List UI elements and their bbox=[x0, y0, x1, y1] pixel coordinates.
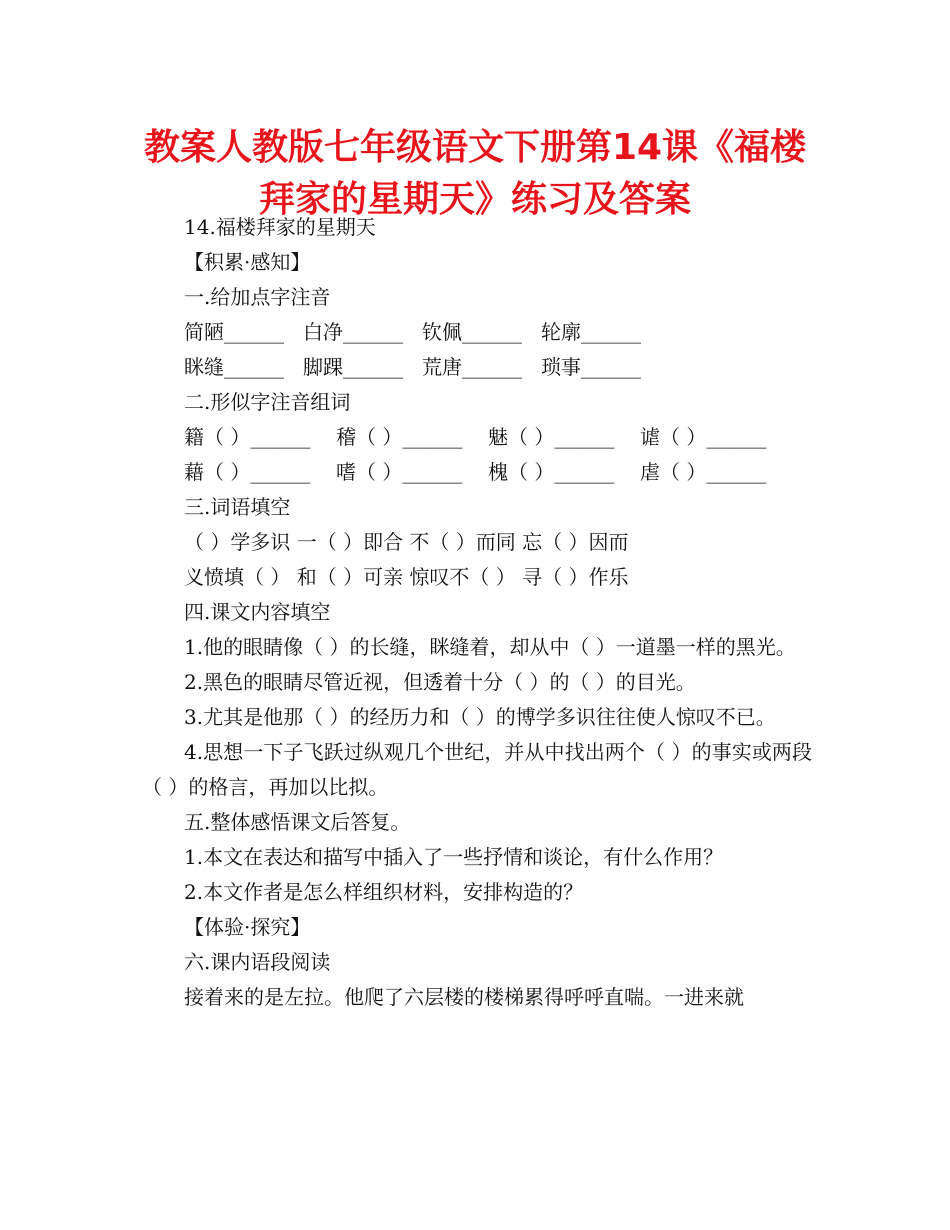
lesson-heading: 14.福楼拜家的星期天 bbox=[184, 215, 376, 239]
q1-row-2 bbox=[142, 350, 812, 385]
q1-item: 简陋______ bbox=[184, 320, 284, 344]
q6-heading: 六.课内语段阅读 bbox=[184, 950, 331, 974]
q2-item: 虐（ ）______ bbox=[640, 460, 767, 484]
q2-item: 籍（ ）______ bbox=[184, 425, 311, 449]
q1-item: 眯缝______ bbox=[184, 355, 284, 379]
q5-heading: 五.整体感悟课文后答复。 bbox=[184, 810, 411, 834]
q1-item: 轮廓______ bbox=[541, 320, 641, 344]
q2-item: 谑（ ）______ bbox=[640, 425, 767, 449]
q2-heading: 二.形似字注音组词 bbox=[184, 390, 351, 414]
q2-item: 魅（ ）______ bbox=[488, 425, 615, 449]
q6-passage: 接着来的是左拉。他爬了六层楼的楼梯累得呼呼直喘。一进来就 bbox=[184, 985, 744, 1009]
q3-heading: 三.词语填空 bbox=[184, 495, 291, 519]
title-line-1: 教案人教版七年级语文下册第14课《福楼 bbox=[143, 127, 807, 168]
q2-item: 嗜（ ）______ bbox=[336, 460, 463, 484]
q4-heading: 四.课文内容填空 bbox=[184, 600, 331, 624]
q4-item-1: 1.他的眼睛像（ ）的长缝，眯缝着，却从中（ ）一道墨一样的黑光。 bbox=[184, 635, 796, 659]
q1-item: 荒唐______ bbox=[422, 355, 522, 379]
q1-row-1 bbox=[142, 315, 812, 350]
q5-item-2: 2.本文作者是怎么样组织材料，安排构造的？ bbox=[184, 880, 584, 904]
q1-item: 钦佩______ bbox=[422, 320, 522, 344]
q2-row-1 bbox=[142, 420, 812, 455]
q1-heading: 一.给加点字注音 bbox=[184, 285, 331, 309]
q4-item-2: 2.黑色的眼睛尽管近视，但透着十分（ ）的（ ）的目光。 bbox=[184, 670, 696, 694]
q4-item-3: 3.尤其是他那（ ）的经历力和（ ）的博学多识往往使人惊叹不已。 bbox=[184, 705, 776, 729]
q2-item: 稽（ ）______ bbox=[336, 425, 463, 449]
section-explore: 【体验·探究】 bbox=[184, 915, 311, 939]
q1-item: 脚踝______ bbox=[303, 355, 403, 379]
q2-item: 槐（ ）______ bbox=[488, 460, 615, 484]
q3-row-2: 义愤填（ ） 和（ ）可亲 惊叹不（ ） 寻（ ）作乐 bbox=[184, 565, 629, 589]
q1-item: 白净______ bbox=[303, 320, 403, 344]
q5-item-1: 1.本文在表达和描写中插入了一些抒情和谈论，有什么作用？ bbox=[184, 845, 724, 869]
q3-row-1: （ ）学多识 一（ ）即合 不（ ）而同 忘（ ）因而 bbox=[184, 530, 629, 554]
q2-item: 藉（ ）______ bbox=[184, 460, 311, 484]
section-accumulate: 【积累·感知】 bbox=[184, 250, 311, 274]
title-line-2: 拜家的星期天》练习及答案 bbox=[258, 179, 691, 220]
document-body bbox=[142, 210, 812, 1015]
q1-item: 琐事______ bbox=[541, 355, 641, 379]
q4-item-4: 4.思想一下子飞跃过纵观几个世纪，并从中找出两个（ ）的事实或两段（ ）的格言，再加以比拟。 bbox=[142, 740, 812, 799]
q2-row-2 bbox=[142, 455, 812, 490]
